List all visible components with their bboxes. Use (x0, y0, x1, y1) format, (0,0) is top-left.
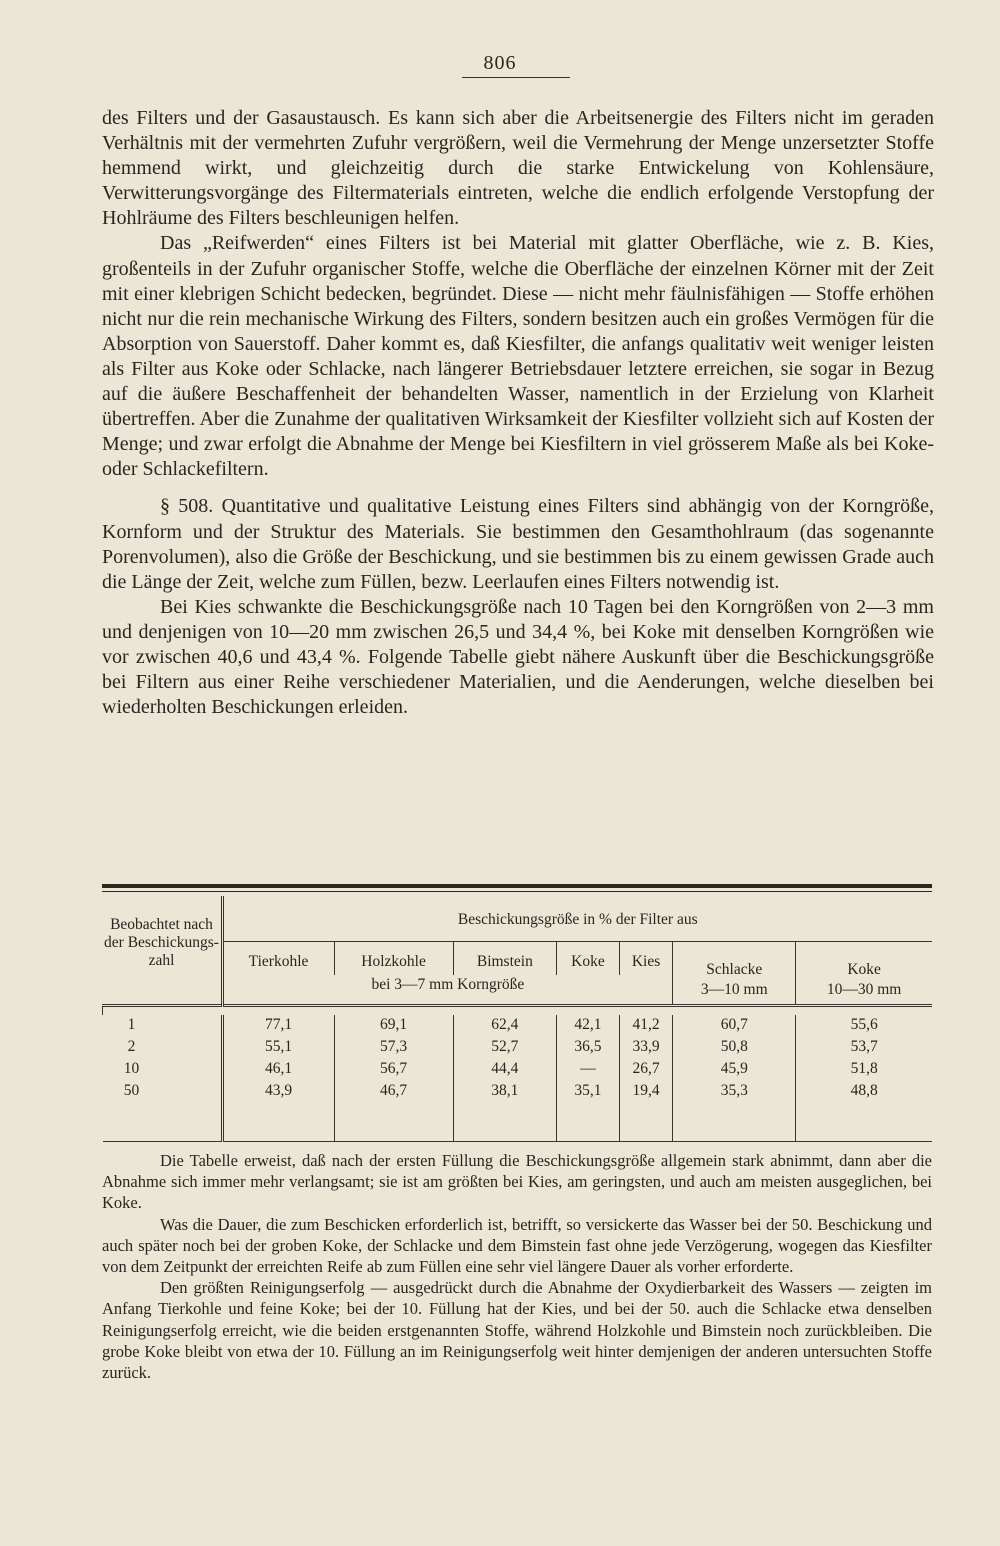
table-cell: 38,1 (453, 1081, 556, 1103)
paragraph-3: § 508. Quantitative und qualitative Leistung eines Filters sind abhängig von der Korngröße, Kornform und der Struktur des Materials. Sie bestimmen den Gesamthohlraum (das sogenannte Porenvolumen), also die Größe der Beschickung, und sie bestimmen bis zu einem gewissen Grade auch die Länge der Zeit, welche zum Füllen, bezw. Leerlaufen eines Filters notwendig ist. (102, 495, 934, 593)
table-cell: 50,8 (673, 1037, 796, 1059)
row-label: 2 (103, 1037, 223, 1059)
body-text (102, 106, 934, 720)
table-cell: 56,7 (334, 1059, 453, 1081)
table-row (103, 1059, 933, 1081)
table-cell: 19,4 (619, 1081, 672, 1103)
table-cell: 45,9 (673, 1059, 796, 1081)
table-cell: 55,1 (222, 1037, 334, 1059)
table-notes (102, 1150, 932, 1383)
table-main-header: Beschickungsgröße in % der Filter aus (222, 896, 932, 942)
column-header-note: 3—10 mm (700, 981, 768, 998)
column-header: Tierkohle (248, 953, 309, 970)
table-cell: 52,7 (453, 1037, 556, 1059)
table-top-rule (102, 884, 932, 888)
table-cell: 42,1 (557, 1015, 620, 1037)
table-cell: 46,1 (222, 1059, 334, 1081)
column-header: Holzkohle (334, 942, 453, 976)
data-table (102, 896, 932, 1142)
row-label: 10 (103, 1059, 223, 1081)
page-number-rule (462, 77, 570, 78)
table-row (103, 1037, 933, 1059)
note-paragraph-3: Den größten Reinigungserfolg — ausgedrückt durch die Abnahme der Oxydierbarkeit des Wassers — zeigten im Anfang Tierkohle und feine Koke; bei der 10. Füllung hat der Kies, und bei der 50. auch die Schlacke etwa denselben Reinigungserfolg erreicht, wie die beiden erstgenannten Stoffe, während Holzkohle und Bimstein noch zurückbleiben. Die grobe Koke bleibt von etwa der 10. Füllung an im Reinigungserfolg weit hinter demjenigen der anderen untersuchten Stoffe zurück. (102, 1278, 932, 1383)
column-header: Koke (557, 942, 620, 976)
table-cell: 55,6 (796, 1015, 932, 1037)
column-header: Kies (619, 942, 672, 976)
table-cell: 53,7 (796, 1037, 932, 1059)
table-cell: 33,9 (619, 1037, 672, 1059)
table-cell: 48,8 (796, 1081, 932, 1103)
table-row (103, 1081, 933, 1103)
table-row-spacer (103, 1103, 933, 1142)
header-separator (103, 1006, 933, 1016)
table-cell: 41,2 (619, 1015, 672, 1037)
note-paragraph-2: Was die Dauer, die zum Beschicken erforderlich ist, betrifft, so versickerte das Wasser bei der 50. Beschickung und auch später noch bei der groben Koke, der Schlacke und dem Bimstein fast ohne jede Verzögerung, wogegen das Kiesfilter von dem Zeitpunkt der erreichten Reife ab zum Füllen eine sehr viel längere Dauer als vorher erforderte. (102, 1214, 932, 1277)
table-cell: 69,1 (334, 1015, 453, 1037)
table-cell: 26,7 (619, 1059, 672, 1081)
table-cell: 51,8 (796, 1059, 932, 1081)
column-header-name: Koke (847, 961, 881, 978)
table-row (103, 1015, 933, 1037)
table-cell: 77,1 (222, 1015, 334, 1037)
table-cell: 43,9 (222, 1081, 334, 1103)
table-cell: 46,7 (334, 1081, 453, 1103)
paragraph-4: Bei Kies schwankte die Beschickungsgröße nach 10 Tagen bei den Korngrößen von 2—3 mm und denjenigen von 10—20 mm zwischen 26,5 und 34,4 %, bei Koke mit denselben Korngrößen wie vor zwischen 40,6 und 43,4 %. Folgende Tabelle giebt nähere Auskunft über die Beschickungsgröße bei Filtern aus einer Reihe verschiedener Materialien, und die Aenderungen, welche dieselben bei wiederholten Beschickungen erleiden. (102, 595, 934, 719)
table-cell: 62,4 (453, 1015, 556, 1037)
table-cell: 35,3 (673, 1081, 796, 1103)
paragraph-1: des Filters und der Gasaustausch. Es kann sich aber die Arbeitsenergie des Filters nicht im geraden Verhältnis mit der vermehrten Zufuhr vergrößern, weil die Vermehrung der Menge unzersetzter Stoffe hemmend wirkt, und gleichzeitig durch die starke Entwickelung von Kohlensäure, Verwitterungsvorgänge des Filtermaterials eintreten, welche die endlich erfolgende Verstopfung der Hohlräume des Filters beschleunigen helfen. (102, 107, 934, 230)
table-cell: 57,3 (334, 1037, 453, 1059)
row-label: 50 (103, 1081, 223, 1103)
page-number: 806 (483, 52, 517, 74)
column-header-note: 10—30 mm (826, 981, 902, 998)
column-header-name: Schlacke (706, 961, 763, 978)
column-header (673, 942, 796, 1006)
grain-size-note: bei 3—7 mm Korngröße (371, 976, 525, 993)
paragraph-2: Das „Reifwerden“ eines Filters ist bei Material mit glatter Oberfläche, wie z. B. Kies, großenteils in der Zufuhr organischer Stoffe, welche die Oberfläche der einzelnen Körner mit der Zeit mit einer klebrigen Schicht bedecken, begründet. Diese — nicht mehr fäulnisfähigen — Stoffe erhöhen nicht nur die rein mechanische Wirkung des Filters, sondern besitzen auch ein großes Vermögen für die Absorption von Sauerstoff. Daher kommt es, daß Kiesfilter, die anfangs qualitativ weit weniger leisten als Filter aus Koke oder Schlacke, nach längerer Betriebsdauer letztere erreichen, sie sogar in Bezug auf die äußere Beschaffenheit der behandelten Wasser, namentlich in der Erzielung von Klarheit übertreffen. Aber die Zunahme der qualitativen Wirksamkeit der Kiesfilter vollzieht sich auf Kosten der Menge; und zwar erfolgt die Abnahme der Menge bei Kiesfiltern in viel grösserem Maße als bei Koke- oder Schlackefiltern. (102, 232, 934, 481)
table-cell: 60,7 (673, 1015, 796, 1037)
row-label: 1 (103, 1015, 223, 1037)
column-header (796, 942, 932, 1006)
table-cell: 35,1 (557, 1081, 620, 1103)
table-top-rule-thin (102, 891, 932, 892)
note-paragraph-1: Die Tabelle erweist, daß nach der ersten Füllung die Beschickungsgröße allgemein stark abnimmt, dann aber die Abnahme sich immer mehr verlangsamt; sie ist am größten bei Kies, am geringsten, und auch am meisten ausgeglichen, bei Koke. (102, 1151, 932, 1213)
table-cell: 44,4 (453, 1059, 556, 1081)
table-cell: 36,5 (557, 1037, 620, 1059)
column-header: Bimstein (453, 942, 556, 976)
table-cell: — (557, 1059, 620, 1081)
table-row-header: Beobachtet nach der Beschickungs-zahl (103, 896, 223, 1006)
